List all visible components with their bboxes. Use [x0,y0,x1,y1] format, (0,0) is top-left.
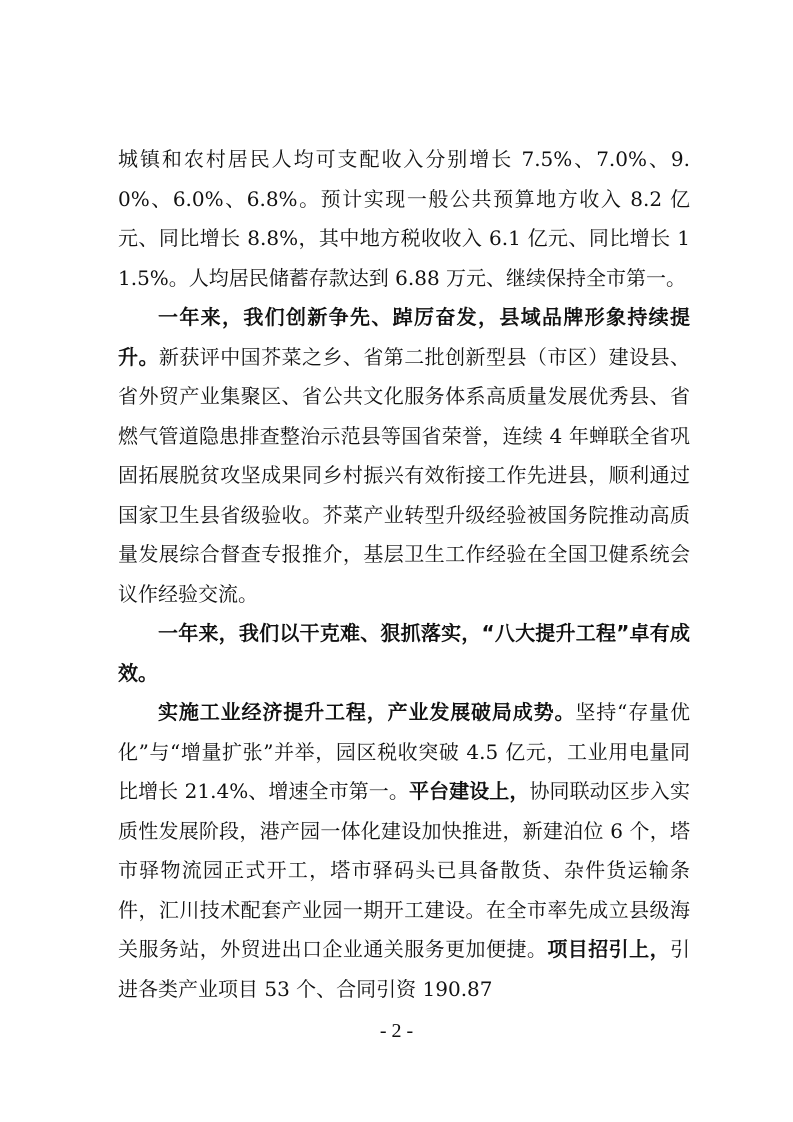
bold-lead-sentence: 实施工业经济提升工程，产业发展破局成势。 [158,700,576,724]
document-page [118,140,690,1009]
text-run: 坚持“存量优化”与“增量扩张”并举，园区税收突破 4.5 亿元，工业用电量同比增长 21.4%、增速全市第一。 [118,700,690,803]
bold-lead-sentence: 一年来，我们以干克难、狠抓落实，“八大提升工程”卓有成效。 [118,621,690,685]
bold-subheading-investment: 项目招引上， [547,937,671,961]
paragraph-county-brand [118,298,690,614]
bold-subheading-platform: 平台建设上， [408,779,530,803]
text-run: 引进各类产业项目 53 个、合同引资 190.87 [118,937,691,1001]
text-run: 协同联动区步入实质性发展阶段，港产园一体化建设加快推进，新建泊位 6 个，塔市驿物流园正式开工，塔市驿码头已具备散货、杂件货运输条件，汇川技术配套产业园一期开工建设。在全市率先成立县级海关服务站，外贸进出口企业通关服务更加便捷。 [118,779,691,961]
bold-lead-sentence: 一年来，我们创新争先、踔厉奋发，县域品牌形象持续提升。 [118,305,690,369]
text-run: 新获评中国芥菜之乡、省第二批创新型县（市区）建设县、省外贸产业集聚区、省公共文化服务体系高质量发展优秀县、省燃气管道隐患排查整治示范县等国省荣誉，连续 4 年蝉联全省巩固拓展脱贫攻坚成果同乡村振兴有效衔接工作先进县，顺利通过国家卫生县省级验收。芥菜产业转型升级经验被国务院推动高质量发展综合督查专报推介，基层卫生工作经验在全国卫健系统会议作经验交流。 [118,344,691,606]
text-run: 城镇和农村居民人均可支配收入分别增长 7.5%、7.0%、9.0%、6.0%、6.8%。预计实现一般公共预算地方收入 8.2 亿元、同比增长 8.8%，其中地方税收收入 6.1 亿元、同比增长 11.5%。人均居民储蓄存款达到 6.88 万元、继续保持全市第一。 [118,147,690,290]
paragraph-industrial-economy [118,693,690,1009]
paragraph-eight-projects [118,614,690,693]
page-number: - 2 - [379,1020,414,1042]
paragraph-income-stats [118,140,690,298]
